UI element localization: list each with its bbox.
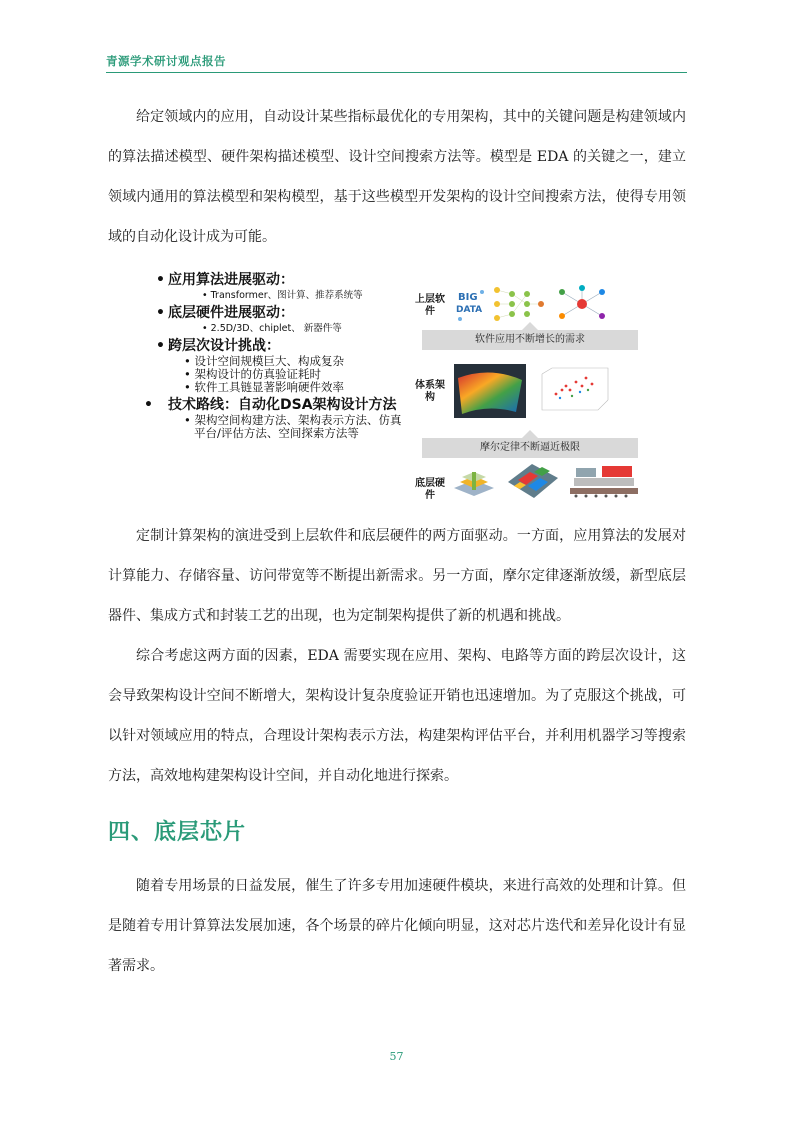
figure-bullet-list (144, 272, 406, 440)
bullet-app-sub: • Transformer、图计算、推荐系统等 (202, 290, 363, 301)
3d-stack-image (452, 466, 496, 500)
body-section-bottom (108, 866, 686, 986)
paragraph: 定制计算架构的演进受到上层软件和底层硬件的两方面驱动。一方面，应用算法的发展对计算能力、存储容量、访问带宽等不断提出新需求。另一方面，摩尔定律逐渐放缓，新型底层器件、集成方式和封装工艺的出现，也为定制架构提供了新的机遇和挑战。 (108, 528, 686, 624)
header-rule (106, 72, 687, 73)
bullet-challenge-item: • 架构设计的仿真验证耗时 (184, 367, 321, 381)
intro-section (108, 97, 686, 257)
neural-network-image (492, 284, 546, 324)
package-image (568, 464, 640, 500)
paragraph: 给定领域内的应用，自动设计某些指标最优化的专用架构，其中的关键问题是构建领域内的算法描述模型、硬件架构描述模型、设计空间搜索方法等。模型是 EDA 的关键之一，建立领域内通用的算法模型和架构模型，基于这些模型开发架构的设计空间搜索方法，使得专用领域的自动化设计成为可能。 (108, 109, 686, 245)
bullet-hw-sub: • 2.5D/3D、chiplet、 新器件等 (202, 323, 342, 334)
big-data-image (454, 284, 488, 324)
paragraph: 综合考虑这两方面的因素，EDA 需要实现在应用、架构、电路等方面的跨层次设计，这会导致架构设计空间不断增大，架构设计复杂度验证开销也迅速增加。为了克服这个挑战，可以针对领域应用的特点，合理设计架构表示方法，构建架构评估平台，并利用机器学习等搜索方法，高效地构建架构设计空间，并自动化地进行探索。 (108, 648, 686, 784)
bullet-app-driven: • 应用算法进展驱动： (156, 272, 294, 288)
page-number: 57 (389, 1050, 404, 1063)
dsa-figure (144, 266, 644, 506)
bullet-challenge: • 跨层次设计挑战： (156, 338, 280, 354)
arrow-demand: 软件应用不断增长的需求 (422, 330, 638, 350)
big-data-word2: DATA (456, 305, 483, 315)
layer-label-hardware: 底层硬件 (415, 478, 445, 501)
layer-label-software: 上层软件 (415, 294, 445, 317)
bullet-tech-route: • 技术路线：自动化DSA架构设计方法 (144, 397, 397, 413)
bullet-challenge-item: • 设计空间规模巨大、构成复杂 (184, 354, 344, 368)
body-section-mid (108, 516, 686, 796)
layer-label-architecture: 体系架构 (415, 380, 445, 403)
bullet-challenge-item: • 软件工具链显著影响硬件效率 (184, 380, 344, 394)
bullet-hw-driven: • 底层硬件进展驱动： (156, 305, 294, 321)
chiplet-image (504, 458, 562, 502)
arrow-moore: 摩尔定律不断逼近极限 (422, 438, 638, 458)
bullet-tech-item: • 架构空间构建方法、架构表示方法、仿真平台/评估方法、空间探索方法等 (184, 413, 402, 440)
section-heading: 四、底层芯片 (108, 819, 247, 845)
figure-layer-diagram (412, 272, 644, 502)
paragraph: 随着专用场景的日益发展，催生了许多专用加速硬件模块，来进行高效的处理和计算。但是随着专用计算算法发展加速，各个场景的碎片化倾向明显，这对芯片迭代和差异化设计有显著需求。 (108, 878, 686, 974)
design-space-heatmap-image (454, 364, 526, 418)
graph-network-image (552, 284, 612, 324)
report-header: 青源学术研讨观点报告 (106, 54, 226, 68)
scatter-3d-image (536, 364, 614, 418)
big-data-word1: BIG (458, 292, 478, 303)
